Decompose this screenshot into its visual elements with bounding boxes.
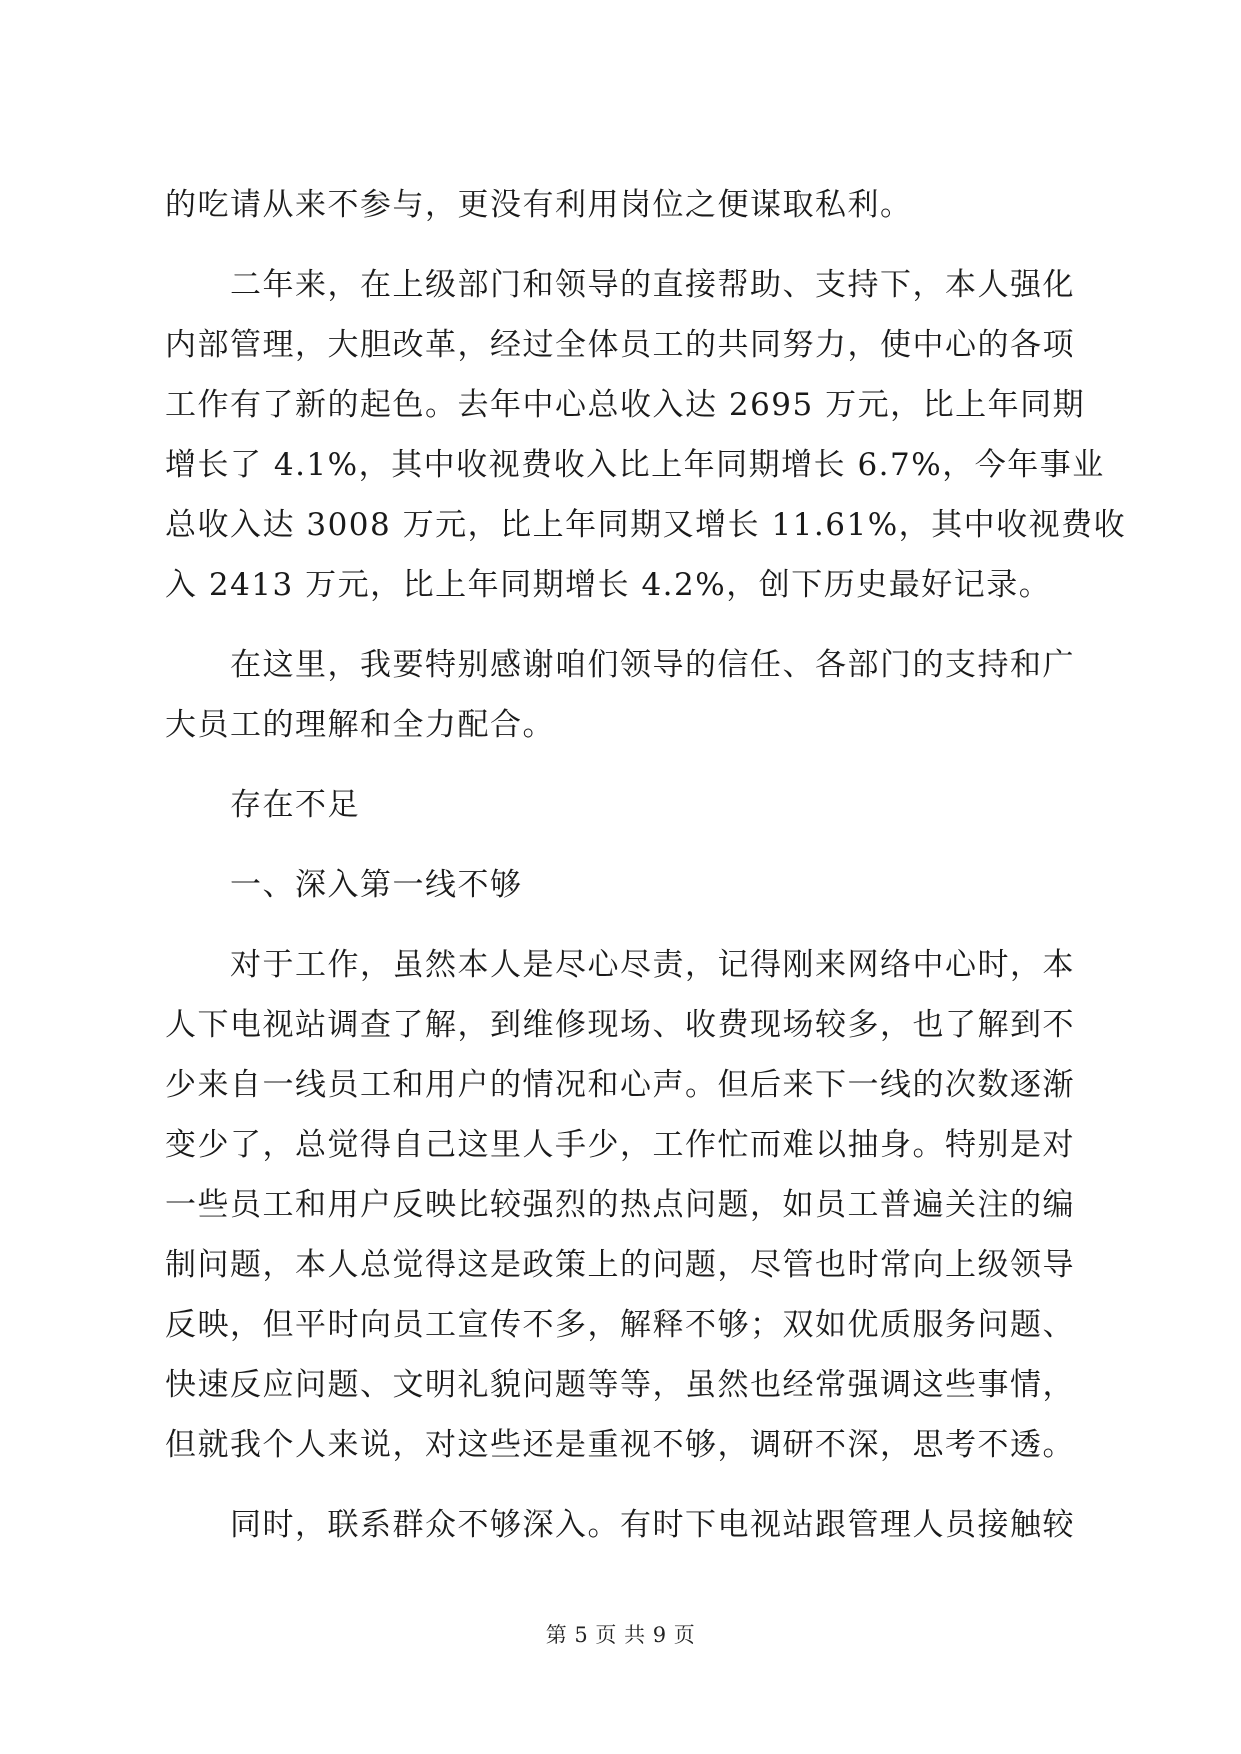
text-line: 对于工作，虽然本人是尽心尽责，记得刚来网络中心时，本 xyxy=(230,947,1075,983)
section-heading: 存在不足 xyxy=(230,787,360,823)
text-line: 同时，联系群众不够深入。有时下电视站跟管理人员接触较 xyxy=(230,1507,1075,1543)
text-line: 在这里，我要特别感谢咱们领导的信任、各部门的支持和广 xyxy=(230,647,1075,683)
text-line: 的吃请从来不参与，更没有利用岗位之便谋取私利。 xyxy=(165,187,913,223)
text-line: 反映，但平时向员工宣传不多，解释不够；双如优质服务问题、 xyxy=(165,1307,1075,1343)
page-number-footer: 第 5 页 共 9 页 xyxy=(545,1623,696,1647)
text-line: 增长了 4.1%，其中收视费收入比上年同期增长 6.7%，今年事业 xyxy=(165,447,1105,483)
text-line: 少来自一线员工和用户的情况和心声。但后来下一线的次数逐渐 xyxy=(165,1067,1075,1103)
text-line: 变少了，总觉得自己这里人手少，工作忙而难以抽身。特别是对 xyxy=(165,1127,1075,1163)
text-line: 但就我个人来说，对这些还是重视不够，调研不深，思考不透。 xyxy=(165,1427,1075,1463)
text-line: 人下电视站调查了解，到维修现场、收费现场较多，也了解到不 xyxy=(165,1007,1075,1043)
text-line: 内部管理，大胆改革，经过全体员工的共同努力，使中心的各项 xyxy=(165,327,1075,363)
text-line: 快速反应问题、文明礼貌问题等等，虽然也经常强调这些事情， xyxy=(165,1367,1075,1403)
subsection-heading: 一、深入第一线不够 xyxy=(230,867,523,903)
text-line: 制问题，本人总觉得这是政策上的问题，尽管也时常向上级领导 xyxy=(165,1247,1075,1283)
text-line: 一些员工和用户反映比较强烈的热点问题，如员工普遍关注的编 xyxy=(165,1187,1075,1223)
text-line: 入 2413 万元，比上年同期增长 4.2%，创下历史最好记录。 xyxy=(165,567,1052,603)
text-line: 大员工的理解和全力配合。 xyxy=(165,707,555,743)
text-line: 工作有了新的起色。去年中心总收入达 2695 万元，比上年同期 xyxy=(165,387,1086,423)
text-line: 总收入达 3008 万元，比上年同期又增长 11.61%，其中收视费收 xyxy=(165,507,1127,543)
text-line: 二年来，在上级部门和领导的直接帮助、支持下，本人强化 xyxy=(230,267,1075,303)
